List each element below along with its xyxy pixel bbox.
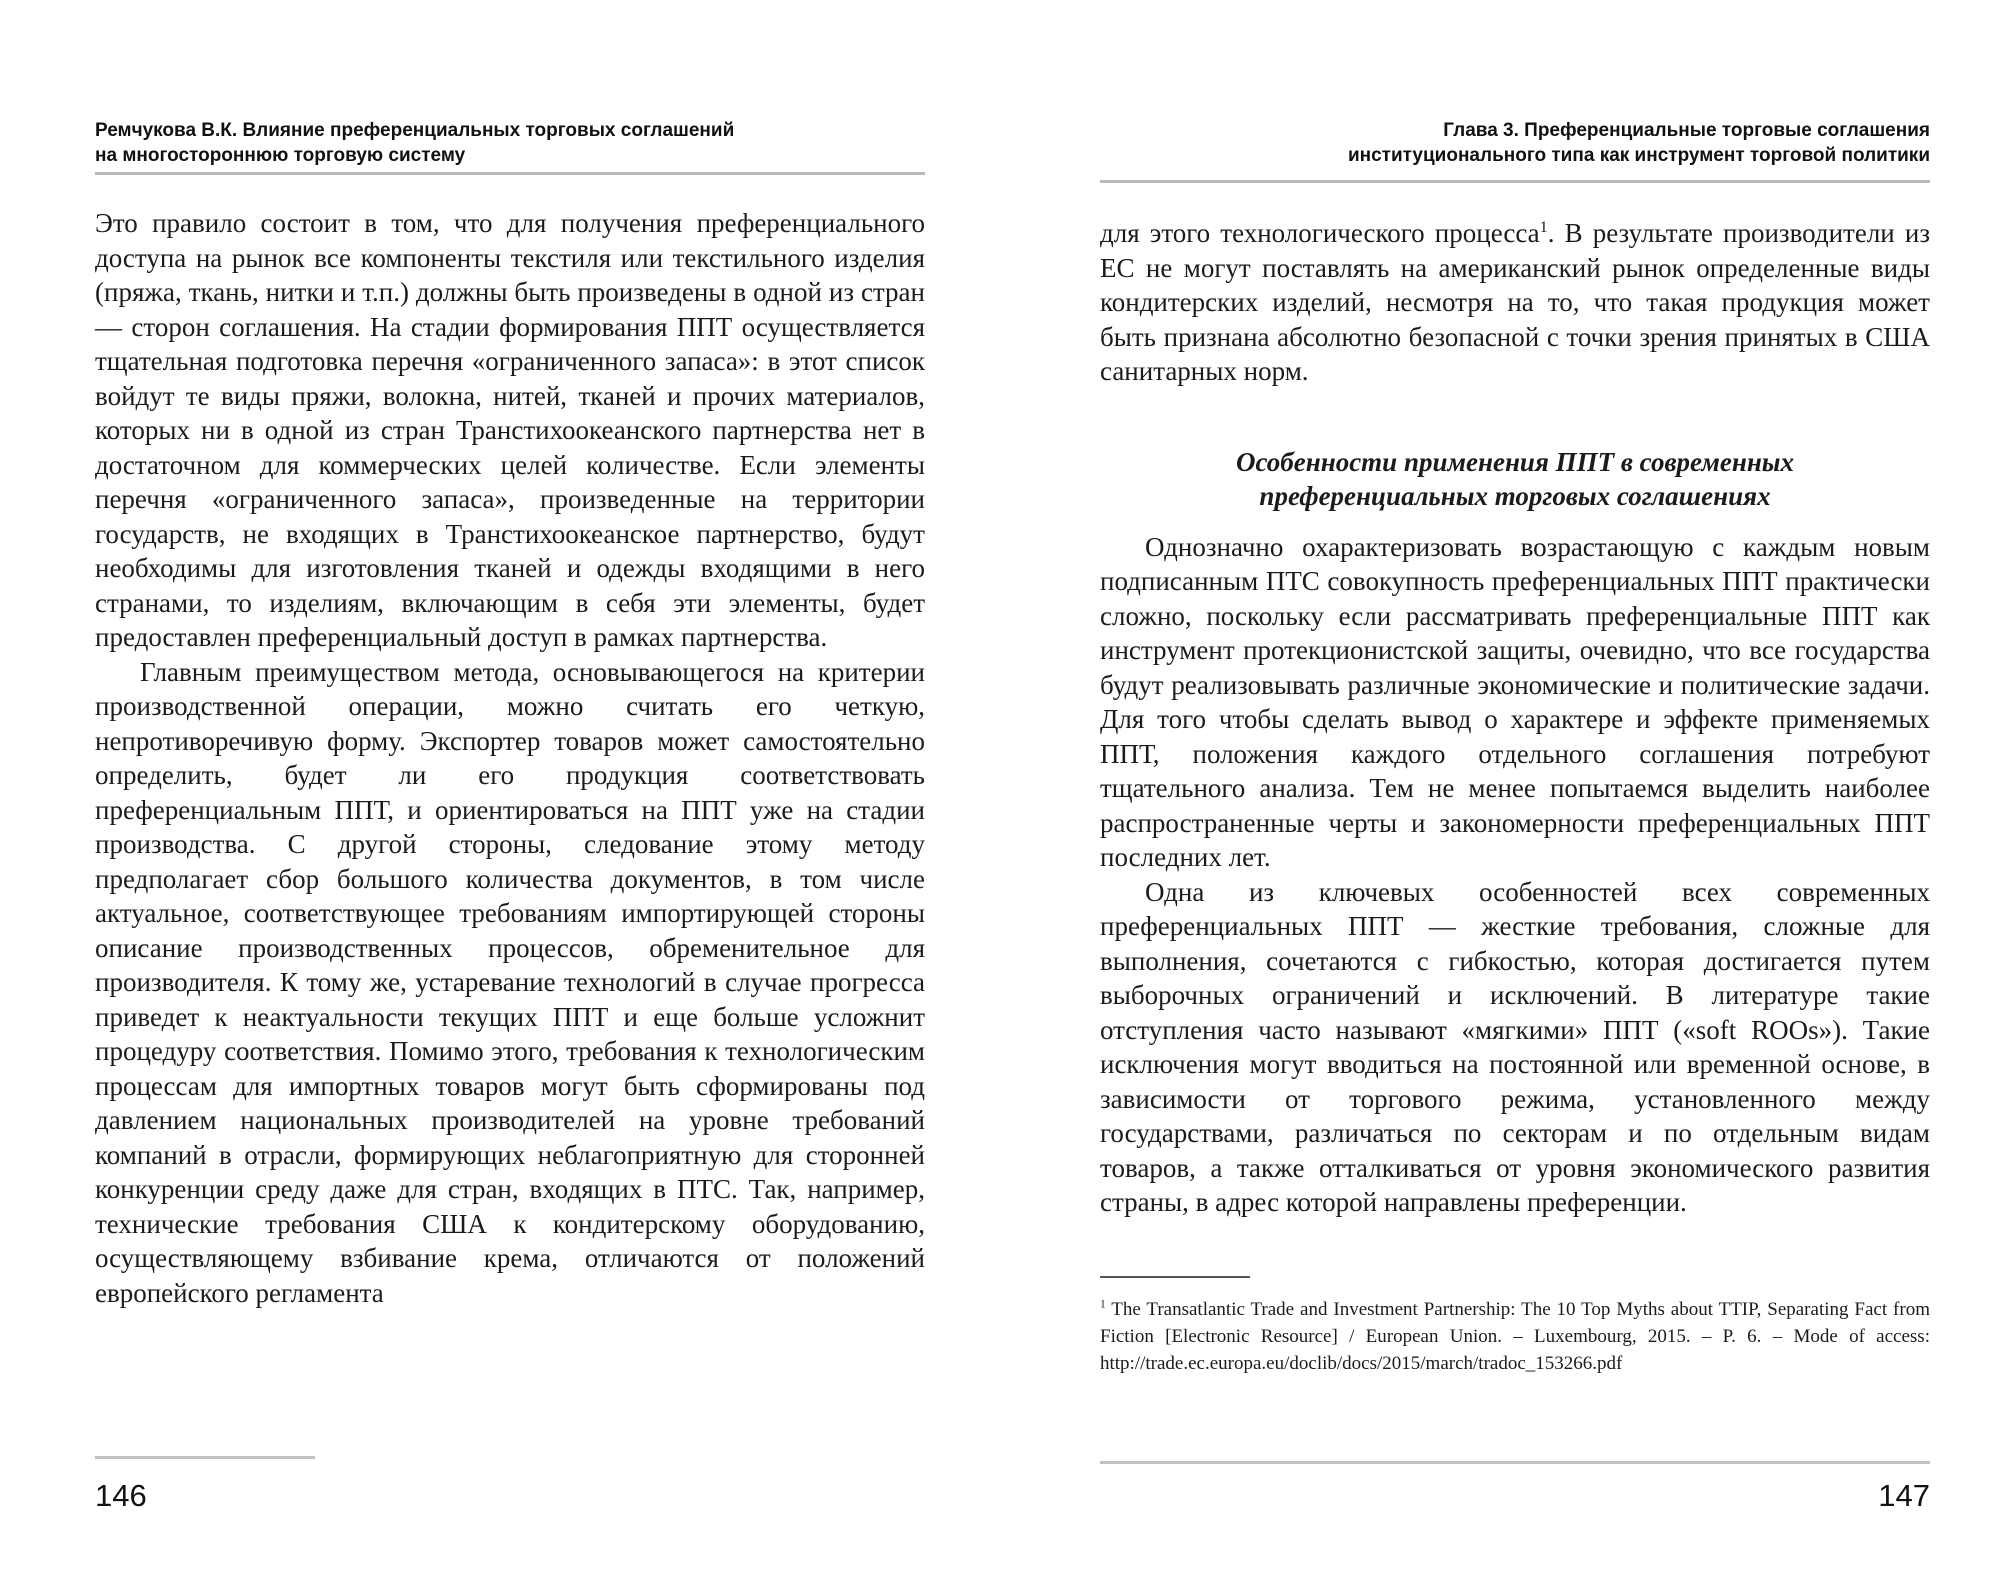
running-header	[95, 118, 925, 168]
page-number: 147	[1878, 1478, 1930, 1513]
paragraph-text: для этого технологического процесса	[1100, 218, 1540, 248]
footer-divider	[1100, 1461, 1930, 1464]
footnote-reference: 1	[1539, 218, 1548, 236]
footnote-mark: 1	[1100, 1298, 1106, 1311]
right-page	[1100, 0, 1930, 1577]
footnote-divider	[1100, 1276, 1250, 1278]
header-line: Ремчукова В.К. Влияние преференциальных торговых соглашений	[95, 120, 735, 141]
paragraph: Одна из ключевых особенностей всех современных преференциальных ППТ — жесткие требования, сложные для выполнения, сочетаются с гибкостью, которая достигается путем выборочных ограничений и исключений. В литературе такие отступления часто называют «мягкими» ППТ («soft ROOs»). Такие исключения могут вводиться на постоянной или временной основе, в зависимости от торгового режима, установленного между государствами, различаться по секторам и по отдельным видам товаров, а также отталкиваться от уровня экономического развития страны, в адрес которой направлены преференции.	[1100, 876, 1930, 1217]
body-text	[95, 206, 925, 1310]
running-header	[1100, 118, 1930, 168]
paragraph: Однозначно охарактеризовать возрастающую с каждым новым подписанным ПТС совокупность преференциальных ППТ практически сложно, поскольку если рассматривать преференциальные ППТ как инструмент протекционистской защиты, очевидно, что все государства будут реализовывать различные экономические и политические задачи. Для того чтобы сделать вывод о характере и эффекте применяемых ППТ, положения каждого отдельного соглашения потребуют тщательного анализа. Тем не менее попытаемся выделить наиболее распространенные черты и закономерности преференциальных ППТ последних лет.	[1100, 531, 1930, 872]
body-text	[1100, 216, 1930, 1377]
header-divider	[1100, 180, 1930, 183]
paragraph-text: . В результате производители из ЕС не могут поставлять на американский рынок определенные виды кондитерских изделий, несмотря на то, что такая продукция может быть признана абсолютно безопасной с точки зрения принятых в США санитарных норм.	[1100, 218, 1930, 386]
paragraph: Главным преимуществом метода, основывающегося на критерии производственной операции, можно считать его четкую, непротиворечивую форму. Экспортер товаров может самостоятельно определить, будет ли его продукция соответствовать преференциальным ППТ, и ориентироваться на ППТ уже на стадии производства. С другой стороны, следование этому методу предполагает сбор большого количества документов, в том числе актуальное, соответствующее требованиям импортирующей стороны описание производственных процессов, обременительное для производителя. К тому же, устаревание технологий в случае прогресса приведет к неактуальности текущих ППТ и еще больше усложнит процедуру соответствия. Помимо этого, требования к технологическим процессам для импортных товаров могут быть сформированы под давлением национальных производителей на уровне требований компаний в отрасли, формирующих неблагоприятную для сторонней конкуренции среду даже для стран, входящих в ПТС. Так, например, технические требования США к кондитерскому оборудованию, осуществляющему взбивание крема, отличаются от положений европейского регламента	[95, 656, 925, 1308]
heading-line: преференциальных торговых соглашениях	[1259, 480, 1771, 511]
header-line: Глава 3. Преференциальные торговые соглашения	[1443, 120, 1930, 141]
left-page	[95, 0, 925, 1577]
heading-line: Особенности применения ППТ в современных	[1235, 446, 1795, 477]
footer-divider	[95, 1456, 315, 1459]
header-divider	[95, 172, 925, 175]
header-line: институционального типа как инструмент торговой политики	[1347, 145, 1930, 166]
header-line: на многостороннюю торговую систему	[95, 145, 466, 166]
paragraph: Это правило состоит в том, что для получения преференциального доступа на рынок все компоненты текстиля или текстильного изделия (пряжа, ткань, нитки и т.п.) должны быть произведены в одной из стран — сторон соглашения. На стадии формирования ППТ осуществляется тщательная подготовка перечня «ограниченного запаса»: в этот список войдут те виды пряжи, волокна, нитей, тканей и прочих материалов, которых ни в одной из стран Транстихоокеанского партнерства нет в достаточном для коммерческих целей количестве. Если элементы перечня «ограниченного запаса», произведенные на территории государств, не входящих в Транстихоокеанское партнерство, будут необходимы для изготовления тканей и одежды входящими в него странами, то изделиям, включающим в себя эти элементы, будет предоставлен преференциальный доступ в рамках партнерства.	[95, 208, 925, 652]
section-heading	[1100, 445, 1930, 513]
page-number: 146	[95, 1478, 147, 1513]
footnote-text: The Transatlantic Trade and Investment Partnership: The 10 Top Myths about TTIP, Separating Fact from Fiction [Electronic Resource] / European Union. – Luxembourg, 2015. – P. 6. – Mode of access: http://trade.ec.europa.eu/doclib/docs/2015/march/tradoc_153266.pdf	[1100, 1298, 1930, 1374]
footnote	[1100, 1296, 1930, 1377]
paragraph	[1100, 216, 1930, 389]
